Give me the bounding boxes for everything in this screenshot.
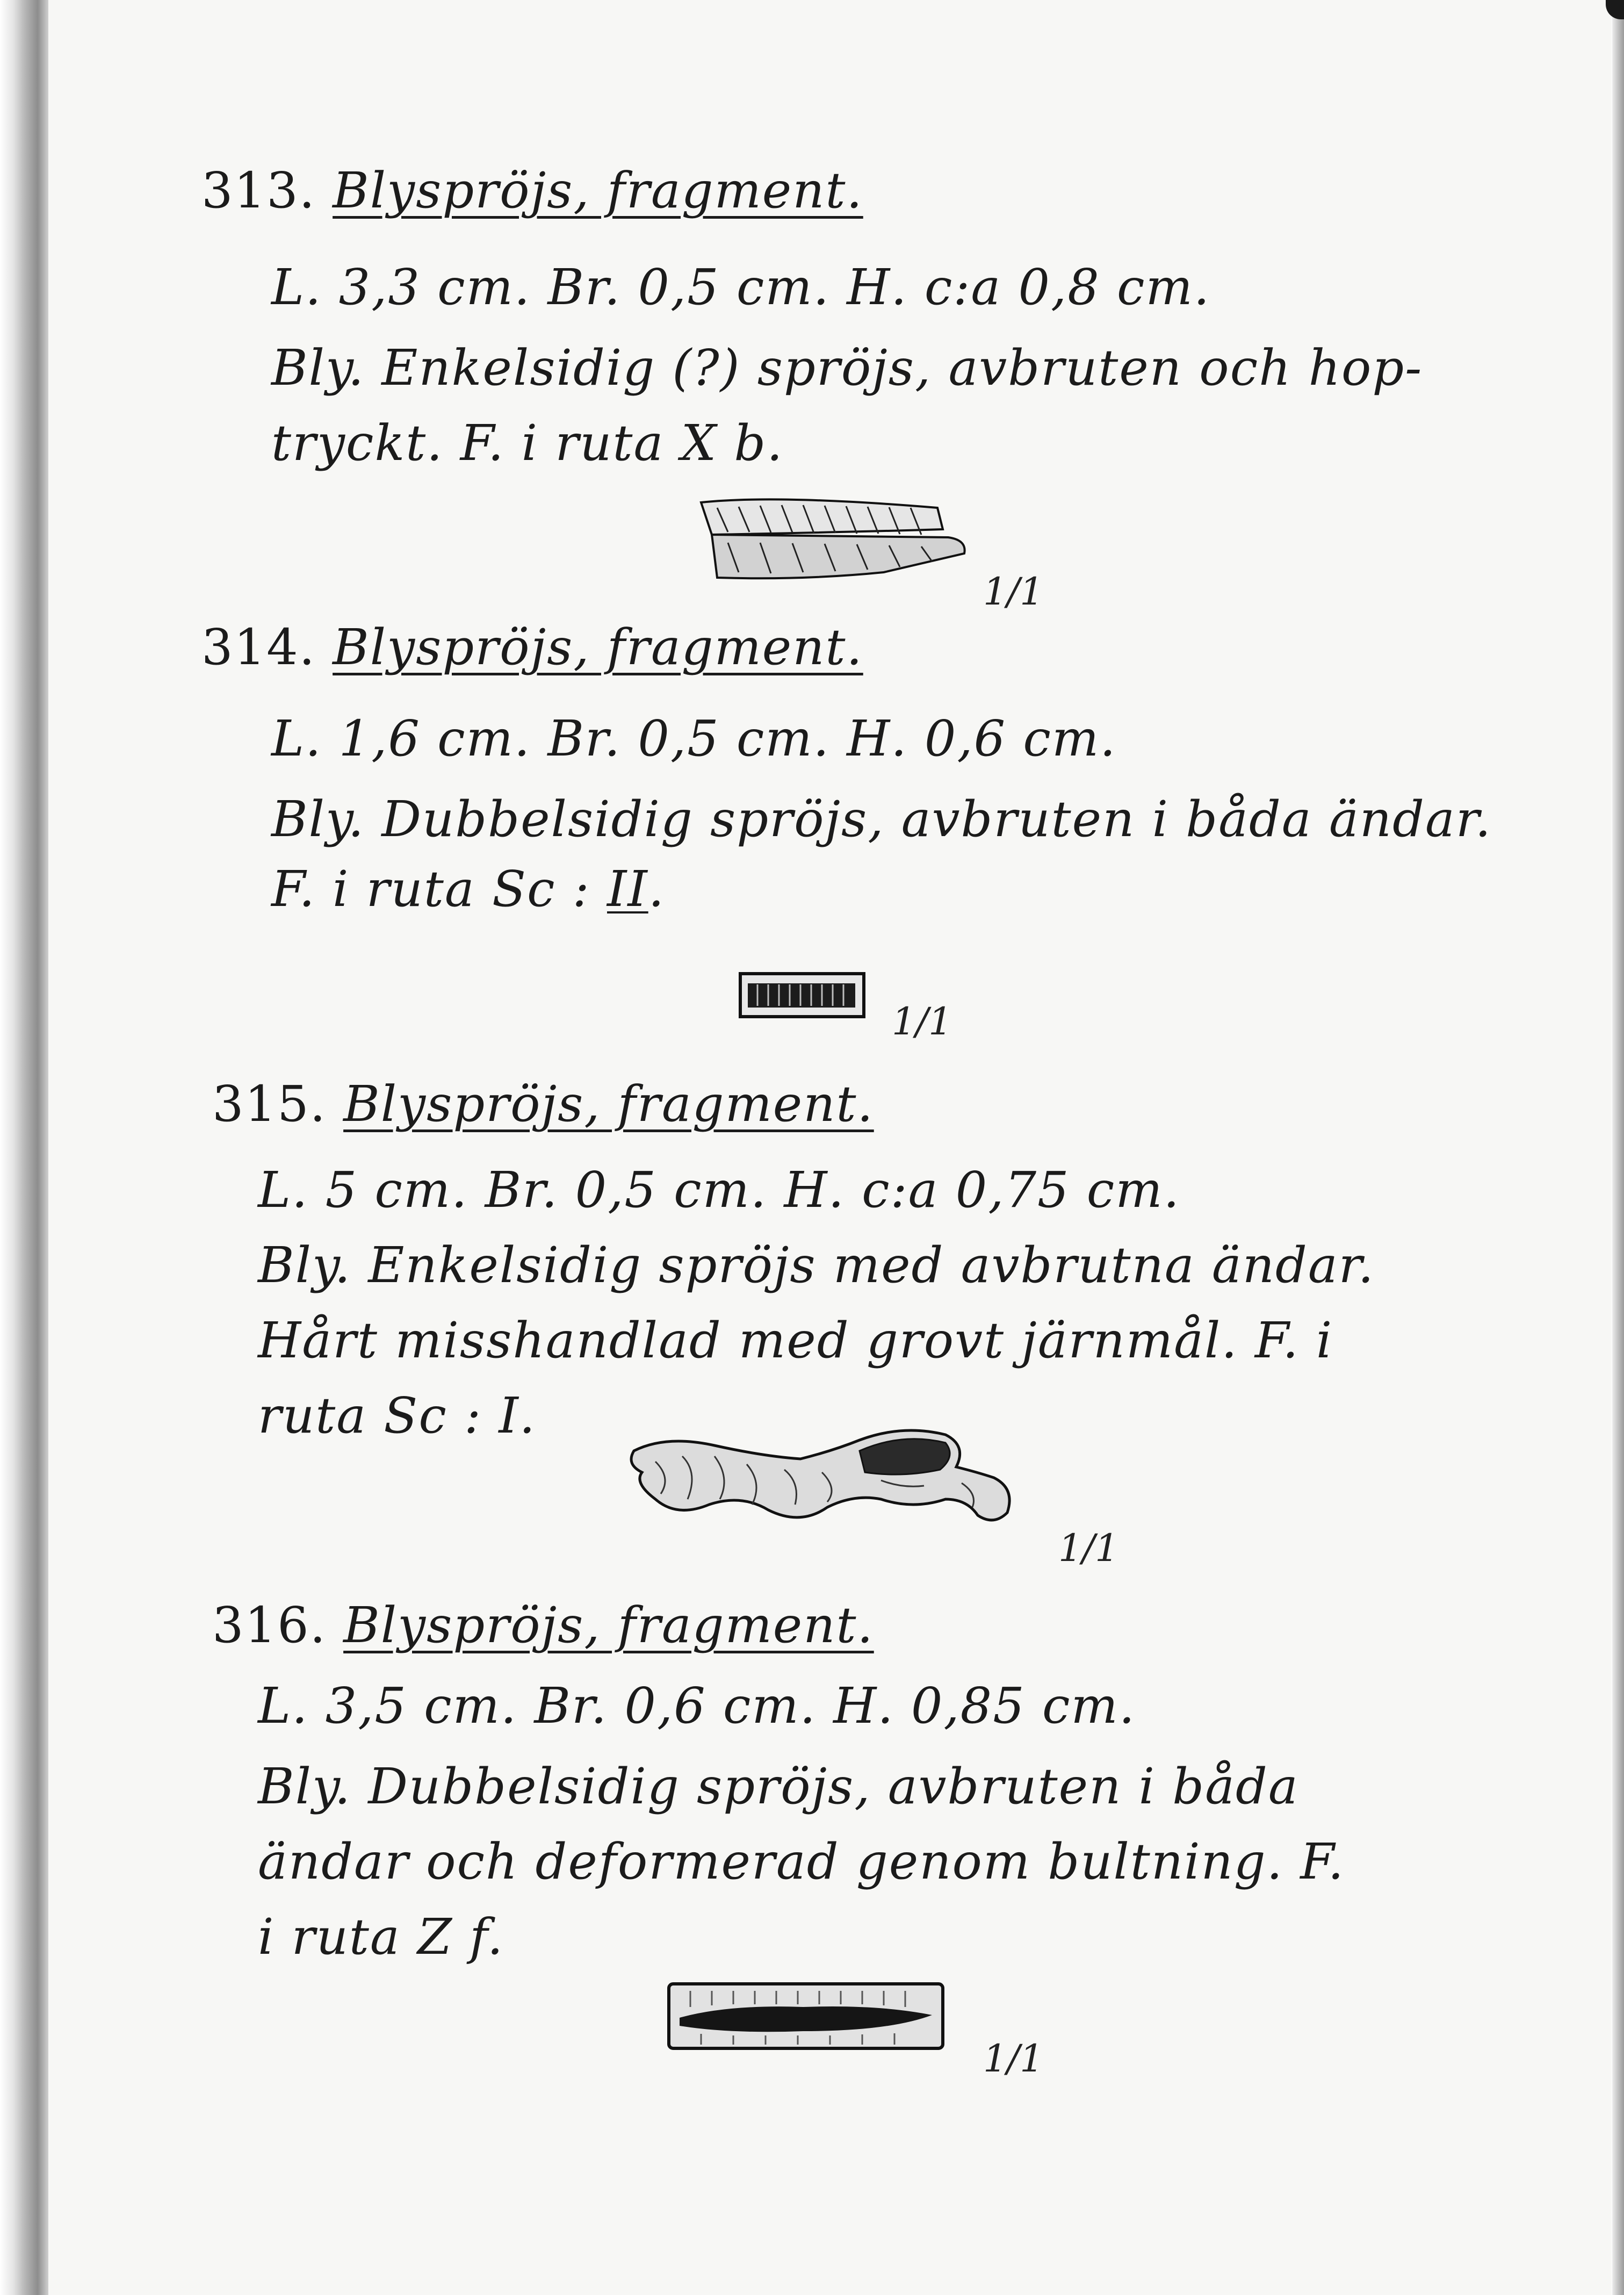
entry-number: 315. (212, 1075, 327, 1133)
entry-number: 313. (201, 162, 316, 219)
sketch-fragment-316 (663, 1977, 954, 2058)
entry-description-line: Bly. Dubbelsidig spröjs, avbruten i båda (258, 1758, 1299, 1815)
sketch-fragment-313 (696, 492, 975, 599)
entry-number: 316. (212, 1596, 327, 1654)
entry-description-line: ruta Sc : I. (258, 1387, 536, 1444)
entry-description-line: Hårt misshandlad med grovt järnmål. F. i (258, 1312, 1333, 1369)
entry-title: Blyspröjs, fragment. (343, 1596, 874, 1654)
entry-measurements: L. 5 cm. Br. 0,5 cm. H. c:a 0,75 cm. (258, 1161, 1180, 1219)
entry-description-line: Bly. Enkelsidig (?) spröjs, avbruten och hop- (271, 339, 1423, 397)
entry-description-line: Bly. Enkelsidig spröjs med avbrutna ändar. (258, 1236, 1375, 1294)
entry-description-line: ändar och deformerad genom bultning. F. (258, 1833, 1345, 1890)
entry-number: 314. (201, 618, 316, 676)
entry-measurements: L. 3,5 cm. Br. 0,6 cm. H. 0,85 cm. (258, 1677, 1136, 1735)
scale-label: 1/1 (983, 570, 1044, 614)
page-binding (0, 0, 48, 2295)
entry-description-line: tryckt. F. i ruta X b. (271, 414, 784, 472)
entry-title: Blyspröjs, fragment. (343, 1075, 874, 1133)
entry-description-line: F. i ruta Sc : (271, 860, 590, 918)
entry-measurements: L. 1,6 cm. Br. 0,5 cm. H. 0,6 cm. (271, 710, 1117, 767)
sketch-fragment-314 (736, 967, 870, 1026)
entry-measurements: L. 3,3 cm. Br. 0,5 cm. H. c:a 0,8 cm. (271, 258, 1211, 316)
entry-description-line: Bly. Dubbelsidig spröjs, avbruten i båda ändar. (271, 790, 1492, 848)
entry-description-line: i ruta Z f. (258, 1908, 504, 1966)
scale-label: 1/1 (892, 999, 952, 1044)
ruta-roman-numeral: II (607, 860, 648, 918)
entry-title: Blyspröjs, fragment. (333, 618, 863, 676)
sketch-fragment-315 (623, 1419, 1037, 1553)
page-edge (1612, 0, 1624, 2295)
scale-label: 1/1 (1058, 1526, 1119, 1570)
entry-title: Blyspröjs, fragment. (333, 162, 863, 219)
scale-label: 1/1 (983, 2037, 1044, 2081)
